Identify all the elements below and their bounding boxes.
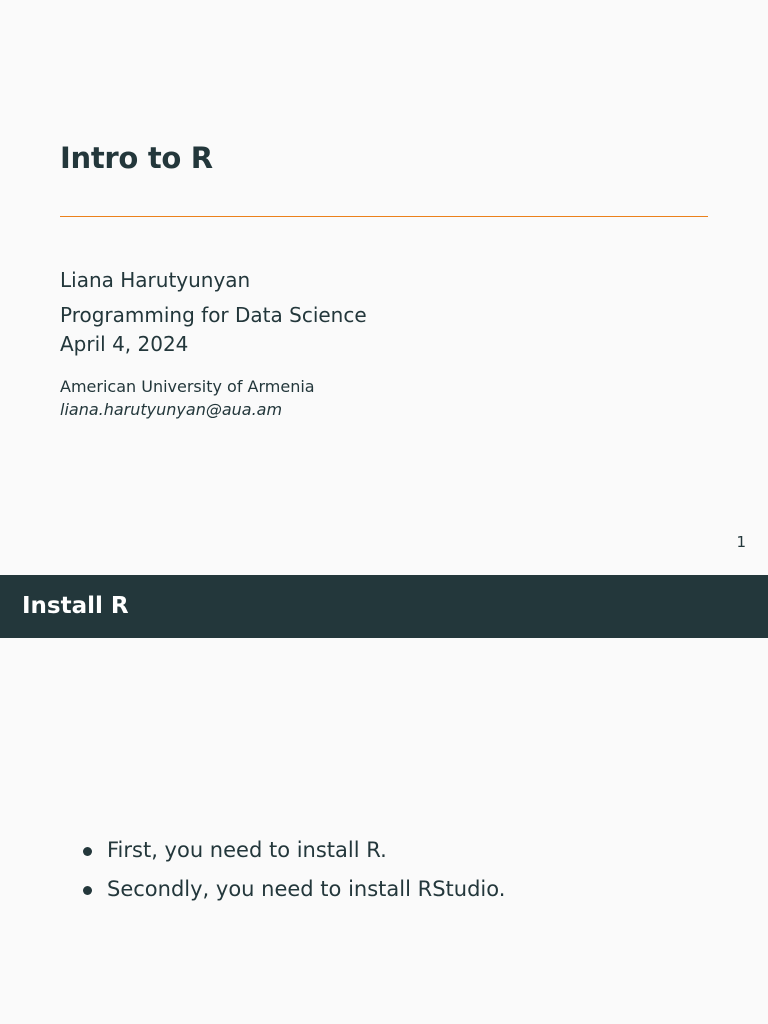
bullet-icon [83, 847, 92, 856]
institute-name: American University of Armenia [60, 377, 315, 396]
bullet-text: Secondly, you need to install RStudio. [107, 877, 506, 901]
author-name: Liana Harutyunyan [60, 268, 251, 292]
bullet-icon [83, 886, 92, 895]
frame-title: Install R [22, 593, 129, 619]
page-number: 1 [736, 533, 746, 551]
list-item [83, 870, 505, 909]
list-item [83, 831, 505, 870]
course-name: Programming for Data Science [60, 303, 367, 327]
bullet-list [83, 831, 505, 909]
presentation-date: April 4, 2024 [60, 332, 189, 356]
presentation-title: Intro to R [60, 141, 213, 175]
title-divider [60, 216, 708, 217]
bullet-text: First, you need to install R. [107, 838, 387, 862]
author-email: liana.harutyunyan@aua.am [60, 400, 283, 419]
